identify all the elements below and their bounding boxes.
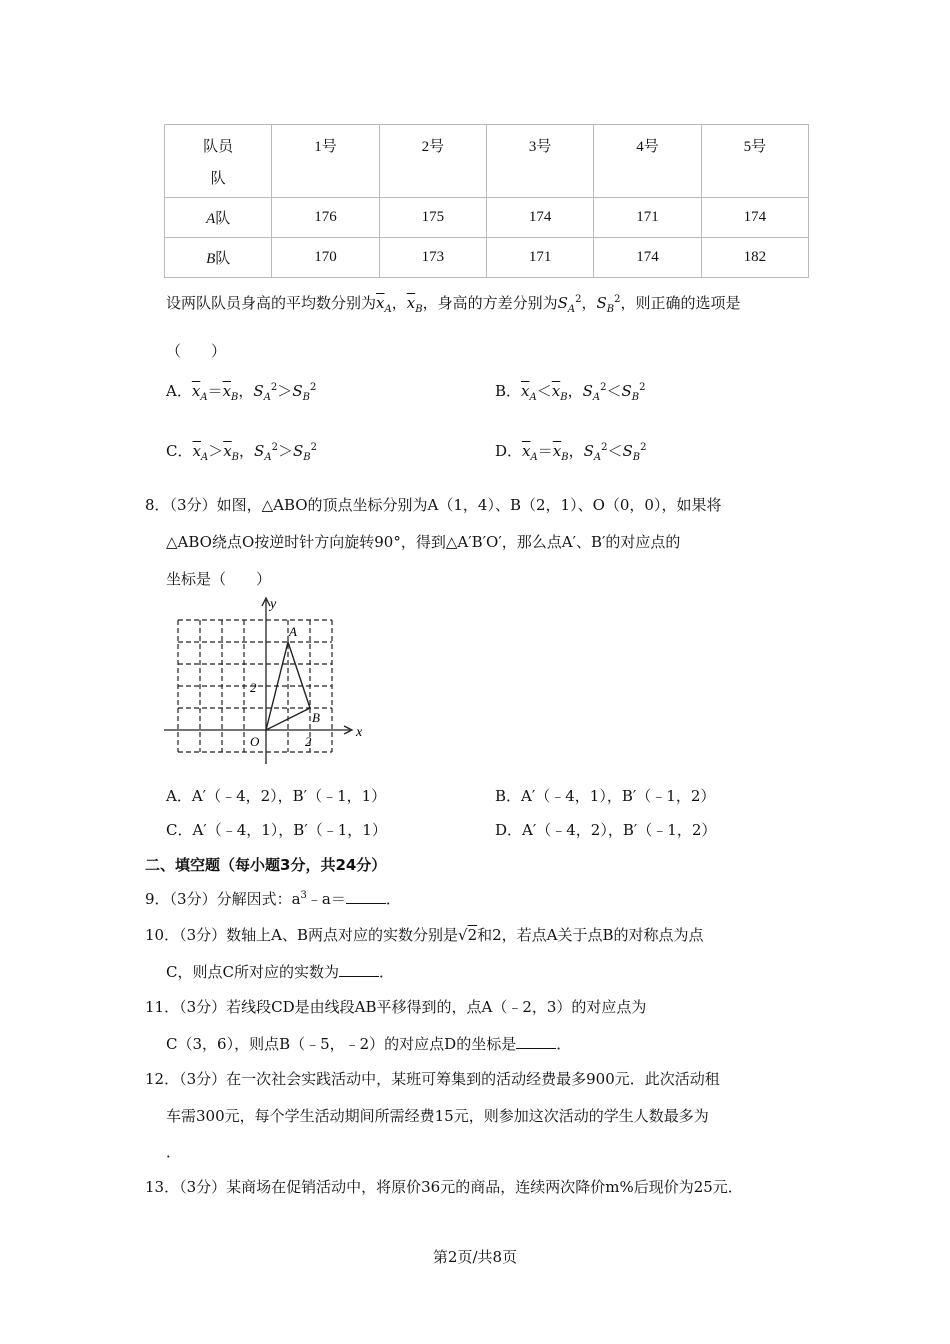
fig-b-label: B — [312, 710, 320, 725]
q7-option-c[interactable]: C．$\overline{x}_A>\overline{x}_B$，$S_A^2>S_B^2$ — [166, 442, 317, 463]
answer-blank[interactable] — [346, 889, 386, 904]
q9-line: 9．（3分）分解因式：$a^3﹣a=$ ． — [145, 890, 401, 908]
table-header-cell: 4号 — [594, 125, 701, 198]
q10-line1: 10．（3分）数轴上A、B两点对应的实数分别是√2和2，若点A关于点B的对称点为点 — [145, 926, 704, 944]
team-cell: A队 — [165, 198, 272, 238]
table-header-cell: 5号 — [701, 125, 808, 198]
q7-option-b[interactable]: B．$\overline{x}_A<\overline{x}_B$，$S_A^2<S_B^2$ — [495, 382, 646, 403]
q8-line2: △ABO绕点O按逆时针方向旋转90°，得到△A′B′O′，那么点A′、B′的对应点的 — [166, 533, 681, 551]
fig-tick-x: 2 — [305, 734, 312, 749]
q12-line1: 12．（3分）在一次社会实践活动中，某班可筹集到的活动经费最多900元．此次活动租 — [145, 1070, 720, 1088]
table-cell: 174 — [701, 198, 808, 238]
table-cell: 171 — [594, 198, 701, 238]
fig-x-label: x — [356, 725, 363, 740]
table-header-cell: 3号 — [486, 125, 593, 198]
q7-statement: 设两队队员身高的平均数分别为$\overline{x}_A$，$\overline{x}_B$，身高的方差分别为$S_A^2$，$S_B^2$，则正确的选项是 — [166, 294, 741, 315]
q12-line2: 车需300元，每个学生活动期间所需经费15元，则参加这次活动的学生人数最多为 — [166, 1107, 709, 1125]
q8-coordinate-figure — [160, 594, 375, 769]
header-bottom: 队 — [210, 171, 226, 187]
q8-option-a[interactable]: A．A′（﹣4，2），B′（﹣1，1） — [166, 787, 387, 805]
q8-line3: 坐标是（ ） — [166, 570, 272, 588]
fig-tick-y: 2 — [250, 680, 257, 695]
answer-blank[interactable] — [516, 1034, 556, 1049]
table-cell: 175 — [379, 198, 486, 238]
fig-a-label: A — [289, 624, 297, 639]
q13-line1: 13．（3分）某商场在促销活动中，将原价36元的商品，连续两次降价m%后现价为25元． — [145, 1178, 743, 1196]
table-header-row — [165, 125, 809, 198]
table-header-cell: 2号 — [379, 125, 486, 198]
q10-line2: C，则点C所对应的实数为 ． — [166, 963, 394, 981]
q7-paren: （ ） — [166, 342, 227, 360]
table-row — [165, 198, 809, 238]
table-header-cell: 1号 — [272, 125, 379, 198]
sqrt-symbol: √ — [458, 926, 468, 944]
fig-y-label: y — [270, 597, 277, 612]
table-cell: 174 — [594, 238, 701, 278]
header-top: 队员 — [203, 139, 234, 155]
table-cell: 170 — [272, 238, 379, 278]
table-cell: 173 — [379, 238, 486, 278]
height-table — [164, 124, 809, 278]
answer-blank[interactable] — [339, 962, 379, 977]
table-cell: 171 — [486, 238, 593, 278]
q11-line2: C（3，6），则点B（﹣5，﹣2）的对应点D的坐标是 ． — [166, 1035, 572, 1053]
page-footer: 第2页/共8页 — [432, 1248, 518, 1266]
table-cell: 182 — [701, 238, 808, 278]
q8-option-d[interactable]: D．A′（﹣4，2），B′（﹣1，2） — [495, 821, 717, 839]
table-cell: 176 — [272, 198, 379, 238]
q8-line1: 8．（3分）如图，△ABO的顶点坐标分别为A（1，4）、B（2，1）、O（0，0），如果将 — [145, 496, 722, 514]
table-corner-cell — [165, 125, 272, 198]
team-cell: B队 — [165, 238, 272, 278]
section-heading: 二、填空题（每小题3分，共24分） — [145, 856, 387, 874]
table-cell: 174 — [486, 198, 593, 238]
q11-line1: 11．（3分）若线段CD是由线段AB平移得到的，点A（﹣2，3）的对应点为 — [145, 998, 647, 1016]
q7-option-d[interactable]: D．$\overline{x}_A=\overline{x}_B$，$S_A^2<S_B^2$ — [495, 442, 647, 463]
q12-line3: ． — [166, 1143, 182, 1161]
table-row — [165, 238, 809, 278]
q7-option-a[interactable]: A．$\overline{x}_A=\overline{x}_B$，$S_A^2>S_B^2$ — [166, 382, 317, 403]
q8-option-b[interactable]: B．A′（﹣4，1），B′（﹣1，2） — [495, 787, 716, 805]
q8-option-c[interactable]: C．A′（﹣4，1），B′（﹣1，1） — [166, 821, 387, 839]
fig-o-label: O — [250, 734, 260, 749]
